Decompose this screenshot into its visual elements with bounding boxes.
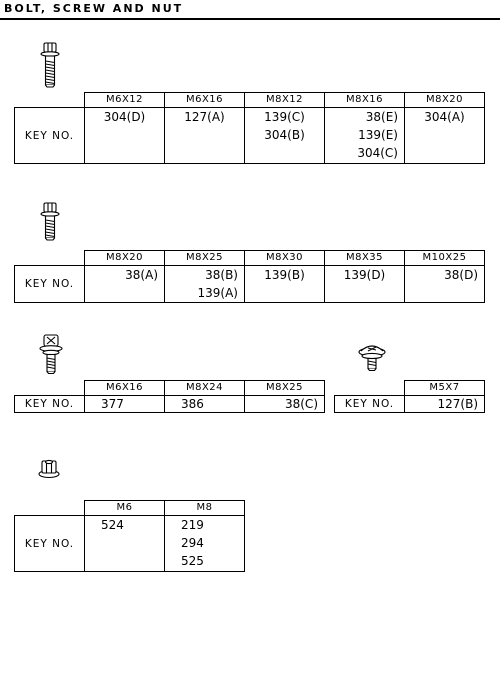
key-number: 139(D) [343,268,386,282]
key-number: 386 [181,397,204,411]
key-cell [245,396,325,413]
flange-bolt-short-icon [36,202,64,242]
key-cell [85,108,165,164]
key-number: 377 [101,397,124,411]
key-cell [245,108,325,164]
page-title: BOLT, SCREW AND NUT [4,2,184,15]
washer-bolt-icon [37,334,65,376]
size-header: M8X20 [85,251,165,266]
key-number: 139(E) [358,128,398,142]
key-number: 139(B) [264,268,305,282]
key-no-label: KEY NO. [15,516,85,572]
pan-head-screw-icon [356,342,388,372]
key-cell [165,516,245,572]
key-no-label: KEY NO. [335,396,405,413]
key-cell [325,266,405,303]
key-number: 304(A) [424,110,465,124]
key-number: 38(A) [125,268,158,282]
size-header: M8X30 [245,251,325,266]
size-header: M6 [85,501,165,516]
key-number: 304(C) [357,146,398,160]
size-header: M8X20 [405,93,485,108]
size-header: M8X16 [325,93,405,108]
size-header: M8X25 [165,251,245,266]
key-cell [85,516,165,572]
key-number: 304(B) [264,128,305,142]
key-number: 139(C) [264,110,305,124]
key-cell [85,266,165,303]
title-rule [0,18,500,20]
size-header: M8X24 [165,381,245,396]
size-header: M6X16 [165,93,245,108]
nut-table [14,500,245,572]
key-number: 38(E) [365,110,398,124]
key-cell [85,396,165,413]
key-cell [405,266,485,303]
key-cell [165,396,245,413]
screw-table [334,380,485,413]
key-cell [405,108,485,164]
key-number: 38(C) [284,397,318,411]
key-number: 127(A) [184,110,225,124]
bolt-table-2 [14,250,485,303]
key-no-label: KEY NO. [15,108,85,164]
key-cell [165,266,245,303]
key-number: 38(D) [444,268,478,282]
size-header: M5X7 [405,381,485,396]
size-header: M8 [165,501,245,516]
key-number: 139(A) [197,286,238,300]
key-cell [405,396,485,413]
key-no-label: KEY NO. [15,396,85,413]
key-cell [165,108,245,164]
bolt-table-1 [14,92,485,164]
key-cell [325,108,405,164]
key-cell [245,266,325,303]
size-header: M6X12 [85,93,165,108]
size-header: M8X25 [245,381,325,396]
key-number: 525 [181,554,204,568]
bolt-table-3 [14,380,325,413]
size-header: M8X12 [245,93,325,108]
size-header: M8X35 [325,251,405,266]
key-number: 294 [181,536,204,550]
size-header: M10X25 [405,251,485,266]
key-number: 304(D) [103,110,146,124]
key-number: 219 [181,518,204,532]
key-no-label: KEY NO. [15,266,85,303]
flange-bolt-icon [36,42,64,88]
size-header: M6X16 [85,381,165,396]
flange-nut-icon [37,458,61,480]
key-number: 524 [101,518,124,532]
key-number: 38(B) [205,268,238,282]
key-number: 127(B) [437,397,478,411]
